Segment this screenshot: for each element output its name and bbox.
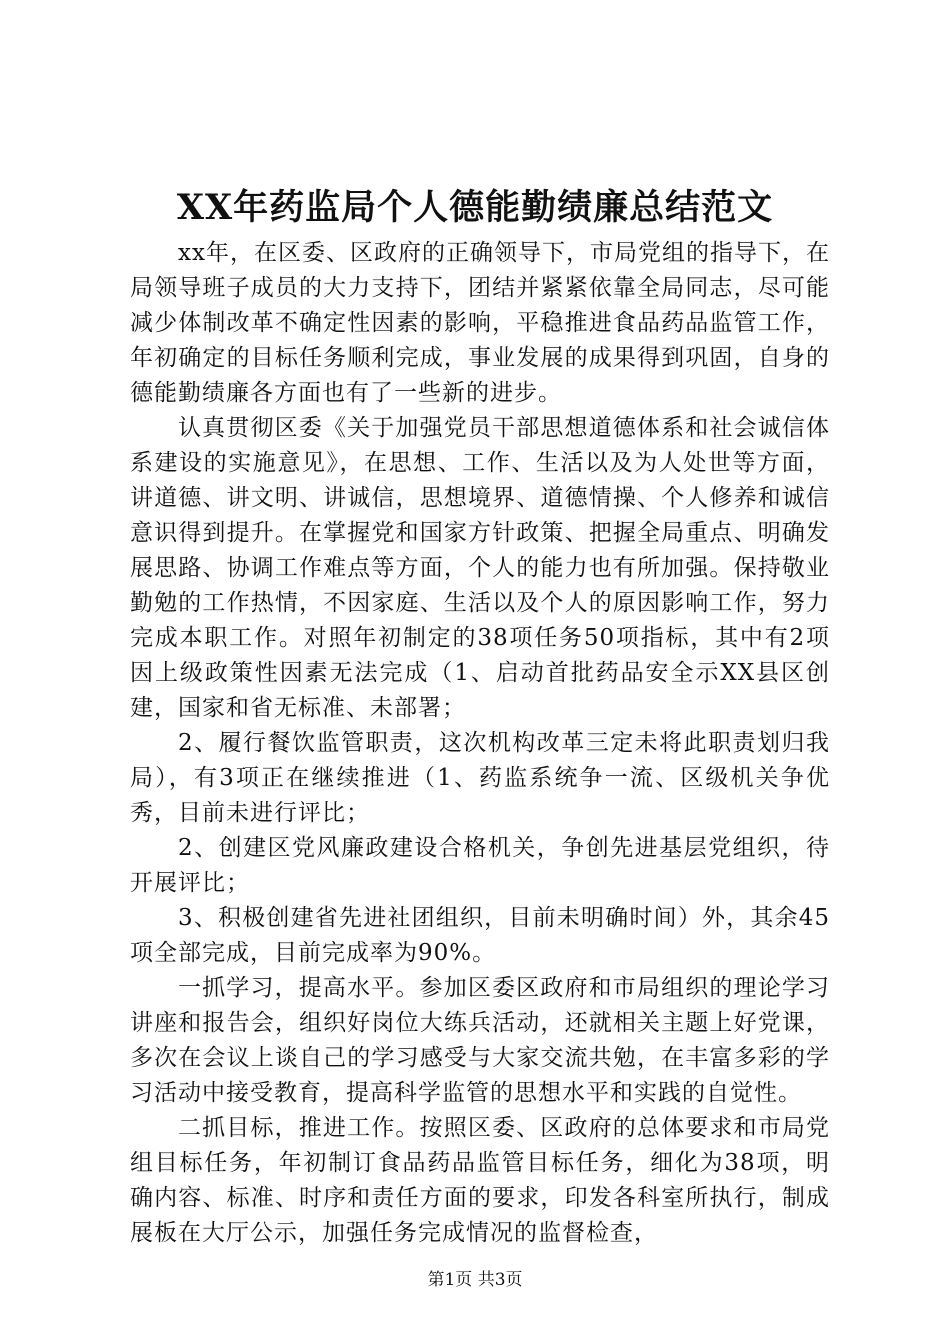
paragraph-intro: xx年，在区委、区政府的正确领导下，市局党组的指导下，在局领导班子成员的大力支持下，团结并紧紧依靠全局同志，尽可能减少体制改革不确定性因素的影响，平稳推进食品药品监管工作，年初确定的目标任务顺利完成，事业发展的成果得到巩固，自身的德能勤绩廉各方面也有了一些新的进步。 bbox=[130, 240, 830, 406]
document-title: XX年药监局个人德能勤绩廉总结范文 bbox=[176, 187, 774, 228]
paragraph-targets: 二抓目标，推进工作。按照区委、区政府的总体要求和市局党组目标任务，年初制订食品药品监管目标任务，细化为38项，明确内容、标准、时序和责任方面的要求，印发各科室所执行，制成展板在大厅公示，加强任务完成情况的监督检查， bbox=[130, 1115, 830, 1246]
paragraph-item-2b: 2、创建区党风廉政建设合格机关，争创先进基层党组织，待开展评比； bbox=[130, 835, 830, 896]
paragraph-study: 一抓学习，提高水平。参加区委区政府和市局组织的理论学习讲座和报告会，组织好岗位大练兵活动，还就相关主题上好党课，多次在会议上谈自己的学习感受与大家交流共勉，在丰富多彩的学习活动中接受教育，提高科学监管的思想水平和实践的自觉性。 bbox=[130, 975, 830, 1106]
paragraph-item-3: 3、积极创建省先进社团组织，目前未明确时间）外，其余45项全部完成，目前完成率为90%。 bbox=[130, 905, 830, 966]
document-body bbox=[130, 236, 830, 1251]
page-number-footer: 第1页 共3页 bbox=[427, 1270, 523, 1290]
paragraph-implementation: 认真贯彻区委《关于加强党员干部思想道德体系和社会诚信体系建设的实施意见》，在思想、工作、生活以及为人处世等方面，讲道德、讲文明、讲诚信，思想境界、道德情操、个人修养和诚信意识得到提升。在掌握党和国家方针政策、把握全局重点、明确发展思路、协调工作难点等方面，个人的能力也有所加强。保持敬业勤勉的工作热情，不因家庭、生活以及个人的原因影响工作，努力完成本职工作。对照年初制定的38项任务50项指标，其中有2项因上级政策性因素无法完成（1、启动首批药品安全示XX县区创建，国家和省无标准、未部署； bbox=[130, 415, 830, 721]
paragraph-item-2a: 2、履行餐饮监管职责，这次机构改革三定未将此职责划归我局），有3项正在继续推进（1、药监系统争一流、区级机关争优秀，目前未进行评比； bbox=[130, 730, 830, 826]
